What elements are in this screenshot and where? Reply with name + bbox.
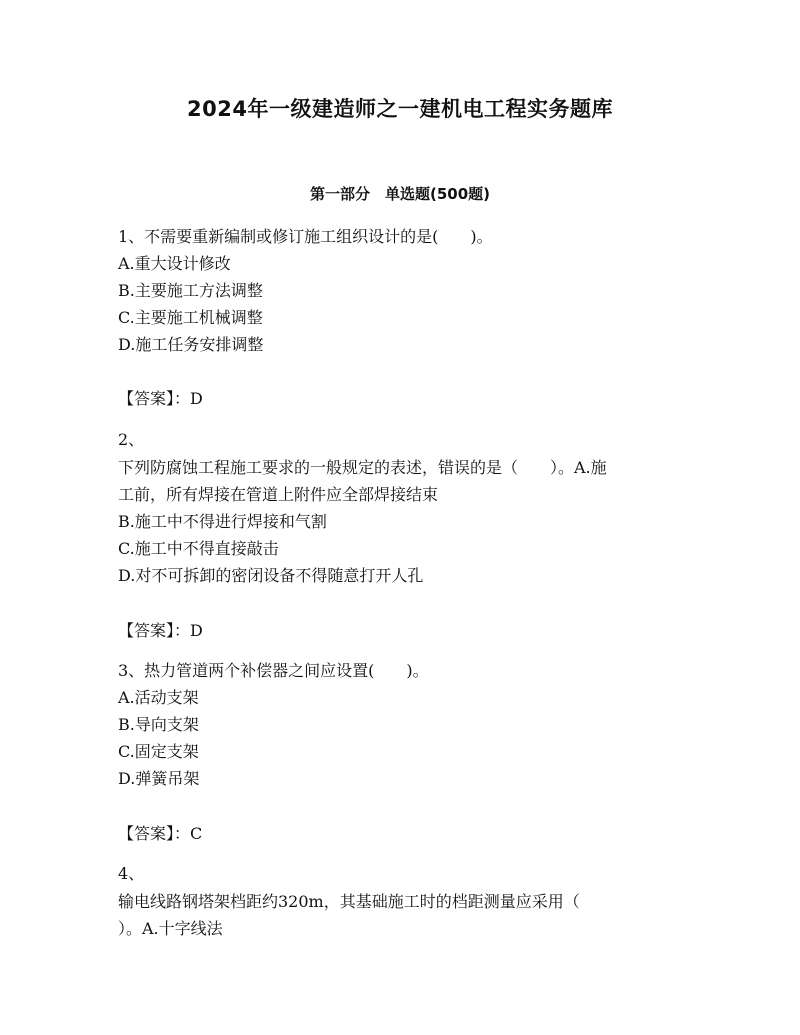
question-2-option-b: B.施工中不得进行焊接和气割 <box>118 512 327 531</box>
question-3-option-d: D.弹簧吊架 <box>118 769 200 788</box>
question-2-answer: 【答案】：D <box>118 621 203 640</box>
question-2-stem-line-1: 下列防腐蚀工程施工要求的一般规定的表述，错误的是（ ）。A.施 <box>118 458 607 477</box>
question-4-number: 4、 <box>118 864 145 883</box>
question-3-answer: 【答案】：C <box>118 824 203 843</box>
section-heading: 第一部分 单选题(500题) <box>309 185 491 203</box>
question-3-option-b: B.导向支架 <box>118 715 199 734</box>
question-4-stem-line-2: ）。A.十字线法 <box>118 919 223 938</box>
question-3-stem: 3、热力管道两个补偿器之间应设置( )。 <box>118 661 429 680</box>
question-1-option-b: B.主要施工方法调整 <box>118 281 263 300</box>
question-1-answer: 【答案】：D <box>118 389 203 408</box>
question-2-number: 2、 <box>118 430 145 449</box>
question-1-stem: 1、不需要重新编制或修订施工组织设计的是( )。 <box>118 227 493 246</box>
question-1-option-c: C.主要施工机械调整 <box>118 308 263 327</box>
question-2-option-d: D.对不可拆卸的密闭设备不得随意打开人孔 <box>118 566 424 585</box>
question-1-option-a: A.重大设计修改 <box>118 254 231 273</box>
question-4-stem-line-1: 输电线路钢塔架档距约320m，其基础施工时的档距测量应采用（ <box>118 892 580 911</box>
question-2-option-c: C.施工中不得直接敲击 <box>118 539 279 558</box>
question-2-stem-line-2: 工前，所有焊接在管道上附件应全部焊接结束 <box>118 485 439 504</box>
document-title: 2024年一级建造师之一建机电工程实务题库 <box>187 97 613 121</box>
question-3-option-a: A.活动支架 <box>118 688 199 707</box>
question-1-option-d: D.施工任务安排调整 <box>118 335 264 354</box>
question-3-option-c: C.固定支架 <box>118 742 199 761</box>
